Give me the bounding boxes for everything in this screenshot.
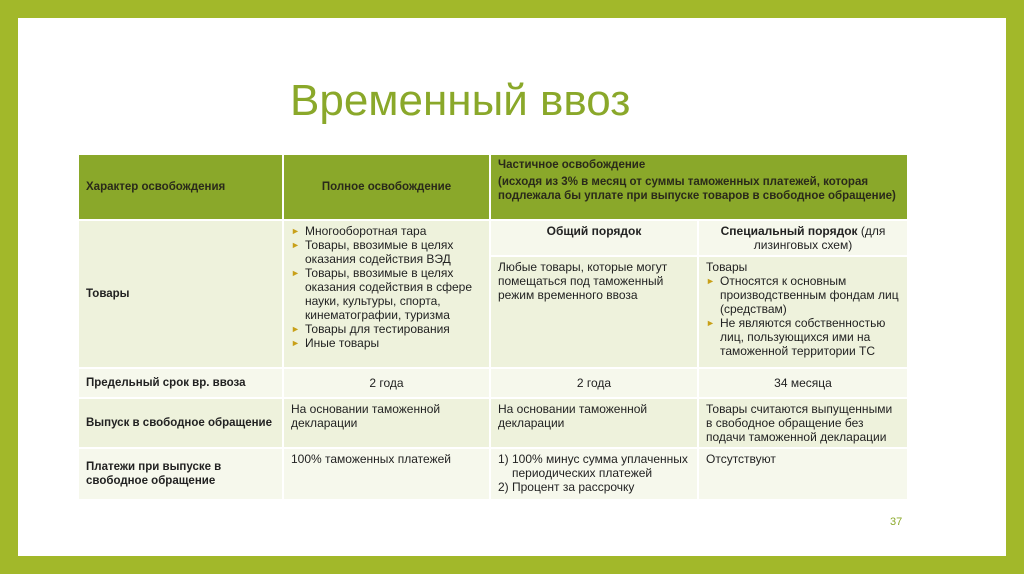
list-item: ► Не являются собственностью лиц, пользующихся ими на таможенной территории ТС — [706, 316, 900, 358]
header-partial-exemption — [490, 154, 908, 220]
term-full: 2 года — [283, 368, 490, 398]
slide-title: Временный ввоз — [290, 76, 631, 125]
goods-full-list — [283, 220, 490, 368]
special-order-header — [698, 220, 908, 256]
list-item: ► Товары, ввозимые в целях оказания содействия ВЭД — [291, 238, 482, 266]
term-special: 34 месяца — [698, 368, 908, 398]
goods-special-intro: Товары — [706, 260, 748, 274]
row-label-goods: Товары — [78, 220, 283, 368]
payments-general-item-2: 2) Процент за рассрочку — [498, 480, 635, 494]
temporary-import-table — [77, 153, 909, 501]
payments-full: 100% таможенных платежей — [283, 448, 490, 500]
table-row — [78, 398, 908, 448]
release-general: На основании таможенной декларации — [490, 398, 698, 448]
header-character: Характер освобождения — [78, 154, 283, 220]
list-item: ► Товары, ввозимые в целях оказания содействия в сфере науки, культуры, спорта, кинематографии, туризма — [291, 266, 482, 322]
payments-general — [490, 448, 698, 500]
release-full: На основании таможенной декларации — [283, 398, 490, 448]
list-item: ► Товары для тестирования — [291, 322, 482, 336]
release-special: Товары считаются выпущенными в свободное обращение без подачи таможенной декларации — [698, 398, 908, 448]
list-item: ► Относятся к основным производственным фондам лиц (средствам) — [706, 274, 900, 316]
page-number: 37 — [890, 516, 903, 528]
header-partial-note: (исходя из 3% в месяц от суммы таможенных платежей, которая подлежала бы уплате при выпуске товаров в свободное обращение) — [498, 176, 896, 202]
list-item: ► Многооборотная тара — [291, 224, 482, 238]
row-label-term: Предельный срок вр. ввоза — [78, 368, 283, 398]
table-row — [78, 368, 908, 398]
general-order-header: Общий порядок — [490, 220, 698, 256]
goods-special-cell — [698, 256, 908, 368]
special-order-header-bold: Специальный порядок — [720, 224, 858, 238]
table-row — [78, 448, 908, 500]
goods-general-text: Любые товары, которые могут помещаться под таможенный режим временного ввоза — [490, 256, 698, 368]
payments-general-item-1: 1) 100% минус сумма уплаченных периодических платежей — [498, 452, 688, 480]
special-order-header-rest: (для лизинговых схем) — [753, 224, 886, 252]
row-label-payments: Платежи при выпуске в свободное обращение — [78, 448, 283, 500]
row-label-release: Выпуск в свободное обращение — [78, 398, 283, 448]
payments-special: Отсутствуют — [698, 448, 908, 500]
header-partial-title: Частичное освобождение — [498, 159, 646, 171]
table-row — [78, 220, 908, 256]
list-item: ► Иные товары — [291, 336, 482, 350]
term-general: 2 года — [490, 368, 698, 398]
header-row — [78, 154, 908, 220]
header-full-exemption: Полное освобождение — [283, 154, 490, 220]
